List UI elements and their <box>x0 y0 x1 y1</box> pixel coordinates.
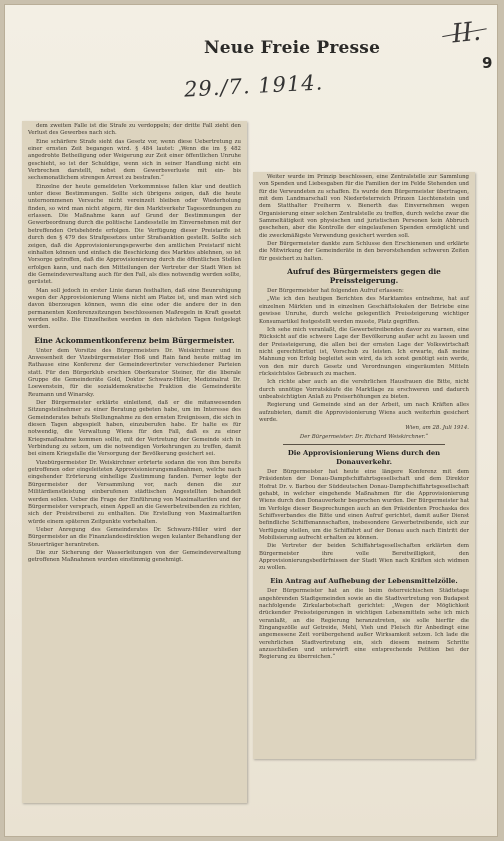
paragraph: Die zur Sicherung der Wasserleitungen von der Gemeindeverwaltung getroffenen Maßnahmen wurden einstimmig genehmigt. <box>28 549 241 564</box>
section-heading: Eine Ackommentkonferenz beim Bürgermeister. <box>34 335 235 345</box>
paragraph: Ueber Anregung des Gemeinderates Dr. Schwarz-Hiller wird der Bürgermeister an die Finanzlandesdirektion wegen kulanter Behandlung der Steuerträger herantreten. <box>28 526 241 548</box>
clipping-right <box>253 172 475 759</box>
paragraph: Einzelne der heute gemeldeten Vorkommnisse fallen klar und deutlich unter diese Bestimmungen. Sollte sich übrigens zeigen, daß die heute unternommenen Versuche nicht vereinzelt bleiben oder Wiederholung finden, so wird man nicht zögern, für den Marktverkehr Tagesordnungen zu erlassen. Die Maßnahme kann auf Grund der Bestimmungen der Gewerbeordnung durch die politische Landesstelle im Einvernehmen mit der betreffenden Ortsbehörde erfolgen. Die Verfügung dieser Preistarife ist durch den § 479 des Strafgesetzes unter Strafsanktion gestellt. Sollte sich zeigen, daß die Approvisionierungsgewerbe den amtlichen Preistarif nicht einhalten können und einfach die Beschickung des Marktes ablehnen, so ist Vorsorge getroffen, daß die Approvisionierung durch die öffentlichen Stellen erfolgen kann, und nach den Mitteilungen der Vertreter der Stadt Wien ist die Gemeindeverwaltung auch für den Fall, als dies notwendig werden sollte, gerüstet. <box>28 183 241 286</box>
paragraph: Regierung und Gemeinde sind an der Arbeit, um nach Kräften alles aufzubieten, damit die Approvisionierung Wiens auch weiterhin gesichert werde. <box>259 402 469 423</box>
section-heading: Die Approvisionierung Wiens durch den Donauverkehr. <box>287 449 441 466</box>
divider <box>283 444 445 445</box>
paragraph: dem zweiten Falle ist die Strafe zu verdoppeln; der dritte Fall zieht den Verlust des Gewerbes nach sich. <box>28 123 241 137</box>
paragraph: Man soll jedoch in erster Linie daran festhalten, daß eine Beunruhigung wegen der Approvisionierung Wiens nicht am Platze ist, und man wird sich davon überzeugen können, wenn die eine oder die andere der in den permanenten Konferenzsitzungen beschlossenen Maßregeln in Kraft gesetzt werden sollte. Die Einzelheiten werden in den nächsten Tagen festgelegt werden. <box>28 287 241 331</box>
masthead: Neue Freie Presse <box>204 38 381 58</box>
section-heading: Aufruf des Bürgermeisters gegen die Preissteigerung. <box>287 267 441 286</box>
page-number: 9 <box>482 54 493 72</box>
paragraph: Vizebürgermeister Dr. Weiskirchner erörterte sodann die von ihm bereits getroffenen oder eingeleiteten Approvisionierungsmaßnahmen, welche nach eingehender Erörterung einhellige Zustimmung fanden. Ferner legte der Bürgermeister der Versammlung vor, nach denen die zur Militärdienstleistung einberufenen städtischen Angestellten behandelt werden sollen. Ueber die Frage der Einführung von Maximaltarifen und der Bürgermeister versprach, einen Appell an die Gewerbetreibenden zu richten, sich der Preistreiberei zu enthalten. Die Erstellung von Maximaltarifen würde einem späteren Zeitpunkte vorbehalten. <box>28 459 241 525</box>
paragraph: Der Bürgermeister hat heute eine längere Konferenz mit dem Präsidenten der Donau-Dampfschiffahrtsgesellschaft und dem Direktor Hofrat Dr. v. Barbou der Süddeutschen Donau-Dampfschiffahrtsgesellschaft gehabt, in welcher eingehende Maßnahmen für die Approvisionierung Wiens durch den Donauverkehr besprochen wurden. Der Bürgermeister hat im Verfolge dieser Besprechungen auch an den Präsidenten Prochaska des Schiffsverbandes die Bitte und einen Aufruf gerichtet, damit außer Dienst befindliche Schiffsmannschaften, insbesondere Gewerbetreibende, sich zur Verfügung stellen, um die Schiffahrt auf der Donau auch nach Eintritt der Mobilisierung aufrecht erhalten zu können. <box>259 469 469 542</box>
article-column-left <box>22 121 247 568</box>
paragraph: Weiter wurde im Prinzip beschlossen, eine Zentralstelle zur Sammlung von Spenden und Liebesgaben für die Familien der im Felde Stehenden und für die Verwundeten zu schaffen. Es wurde dem Bürgermeister übertragen, mit dem Landmarschall von Niederösterreich Prinzen Liechtenstein und dem Statthalter Freiherrn v. Bienerth das Einvernehmen wegen Organisierung einer solchen Zentralstelle zu treffen, durch welche zwar die Sammeltätigkeit von physischen und juristischen Personen kein Abbruch geschehen, aber die Kontrolle der eingelaufenen Spenden ermöglicht und die zweckmäßigste Verwendung gesichert werden soll. <box>259 174 469 239</box>
paragraph: Der Bürgermeister erklärte einleitend, daß er die mitanwesenden Sitzungsteilnehmer zu einer Beratung gebeten habe, um im Interesse des Gemeinderates behufs Stellungnahme zu den ernsten Ereignissen, die sich in diesen Tagen abgespielt haben, einzuberufen habe. Er halte es für notwendig, die Verwaltung Wiens für den Fall, daß es zu einer Kriegsmaßnahme kommen sollte, mit der Vertretung der Gemeinde sich in Verbindung zu setzen, um die notwendigen Vorkehrungen zu treffen, damit bei einem Kriegsfalle die Versorgung der Bevölkerung gesichert sei. <box>28 400 241 458</box>
handwritten-numeral: II. <box>450 16 483 50</box>
handwritten-date: 29./7. 1914. <box>183 70 324 102</box>
signer-line: Der Bürgermeister: Dr. Richard Weiskirchner.“ <box>299 433 429 440</box>
signature-date: Wien, am 28. Juli 1914. <box>405 425 469 432</box>
article-column-right <box>253 172 475 665</box>
paragraph: Der Bürgermeister dankte zum Schlusse den Erschienenen und erklärte die Mitwirkung der Gemeinderäte in den bevorstehenden schweren Zeiten für gesichert zu halten. <box>259 241 469 262</box>
paragraph: „Wie ich den heutigen Berichten des Marktamtes entnehme, hat auf einzelnen Märkten und in einzelnen Geschäftslokalen der Betriebe eine gewisse Unruhe, durch welche gelegentlich Preissteigerung wichtiger Konsumartikel festgestellt werden musste, Platz gegriffen. <box>259 296 469 325</box>
clipping-left <box>22 121 247 803</box>
paragraph: Der Bürgermeister hat an die beim österreichischen Städtetage angehörenden Stadtgemeinden sowie an die Stadtvertretung von Budapest nachfolgende Zirkularbotschaft gerichtet: „Wegen der Möglichkeit drückender Preissteigerungen in wichtigen Lebensmitteln sehe ich mich veranlaßt, an die Regierung heranzutreten, sie solle hierfür die Eingangszölle auf Getreide, Mehl, Vieh und Fleisch für Anbedingt eine angemessene Zeit vorübergehend außer Wirksamkeit setzen. Ich lade die verehrlichen Stadtvertretung ein, sich diesem meinem Schritte anzuschließen und unterwirft eine entsprechende Petition bei der Regierung zu überreichen.“ <box>259 588 469 661</box>
paragraph: Eine schärfere Strafe sieht das Gesetz vor, wenn diese Uebertretung zu einer ernsten Zeit begangen wird. § 484 lautet: „Wenn die im § 482 angedrohte Betheiligung oder Weigerung zur Zeit einer öffentlichen Unruhe geschieht, so ist der Schuldige, wenn sich in seiner Handlung nicht ein Verbrechen darstellt, nebst dem Gewerbsverluste mit ein- bis sechsmonatlichem strengen Arrest zu bestrafen.“ <box>28 138 241 182</box>
paragraph: Unter dem Vorsitze des Bürgermeisters Dr. Weiskirchner und in Anwesenheit der Vizebürgermeister Hoß und Rain fand heute mittag im Rathause eine Konferenz der Gemeindevertreter verschiedener Parteien statt. Für den Bürgerklub erschien Oberkurator Steiner, für die liberale Gruppe die Gemeinderäte Gold, Doktor Schwarz-Hiller, Medizinalrat Dr. Loewenstein, für die sozialdemokratische Fraktion die Gemeinderäte Reumann und Winarsky. <box>28 347 241 398</box>
paragraph: Der Bürgermeister hat folgenden Aufruf erlassen: <box>267 288 404 295</box>
section-heading: Ein Antrag auf Aufhebung der Lebensmittelzölle. <box>270 576 458 585</box>
paragraph: Die Vertreter der beiden Schiffahrtsgesellschaften erklärten dem Bürgermeister ihre volle Bereitwilligkeit, den Approvisionierungsbedürfnissen der Stadt Wien nach Kräften sich widmen zu wollen. <box>259 543 469 572</box>
paragraph: Ich richte aber auch an die verehrlichen Hausfrauen die Bitte, nicht durch unnötige Vorratskäufe die Marktlage zu erschweren und dadurch unbeabsichtigten Anlaß zu Preiserhöhungen zu bieten. <box>259 379 469 400</box>
paragraph: Ich sehe mich veranlaßt, die Gewerbetreibenden davor zu warnen, eine Rücksicht auf die schwere Lage der Bevölkerung außer acht zu lassen und der Preissteigerung, die allen bei der ernsten Lage der Volkswirtschaft nicht gerechtfertigt ist, Vorschub zu leisten. Ich erwarte, daß meine Mahnung von Erfolg begleitet sein wird, da ich sonst genötigt sein werde, von den mir durch Gesetz und Verordnungen eingeräumten Mitteln rücksichtslos Gebrauch zu machen. <box>259 326 469 377</box>
